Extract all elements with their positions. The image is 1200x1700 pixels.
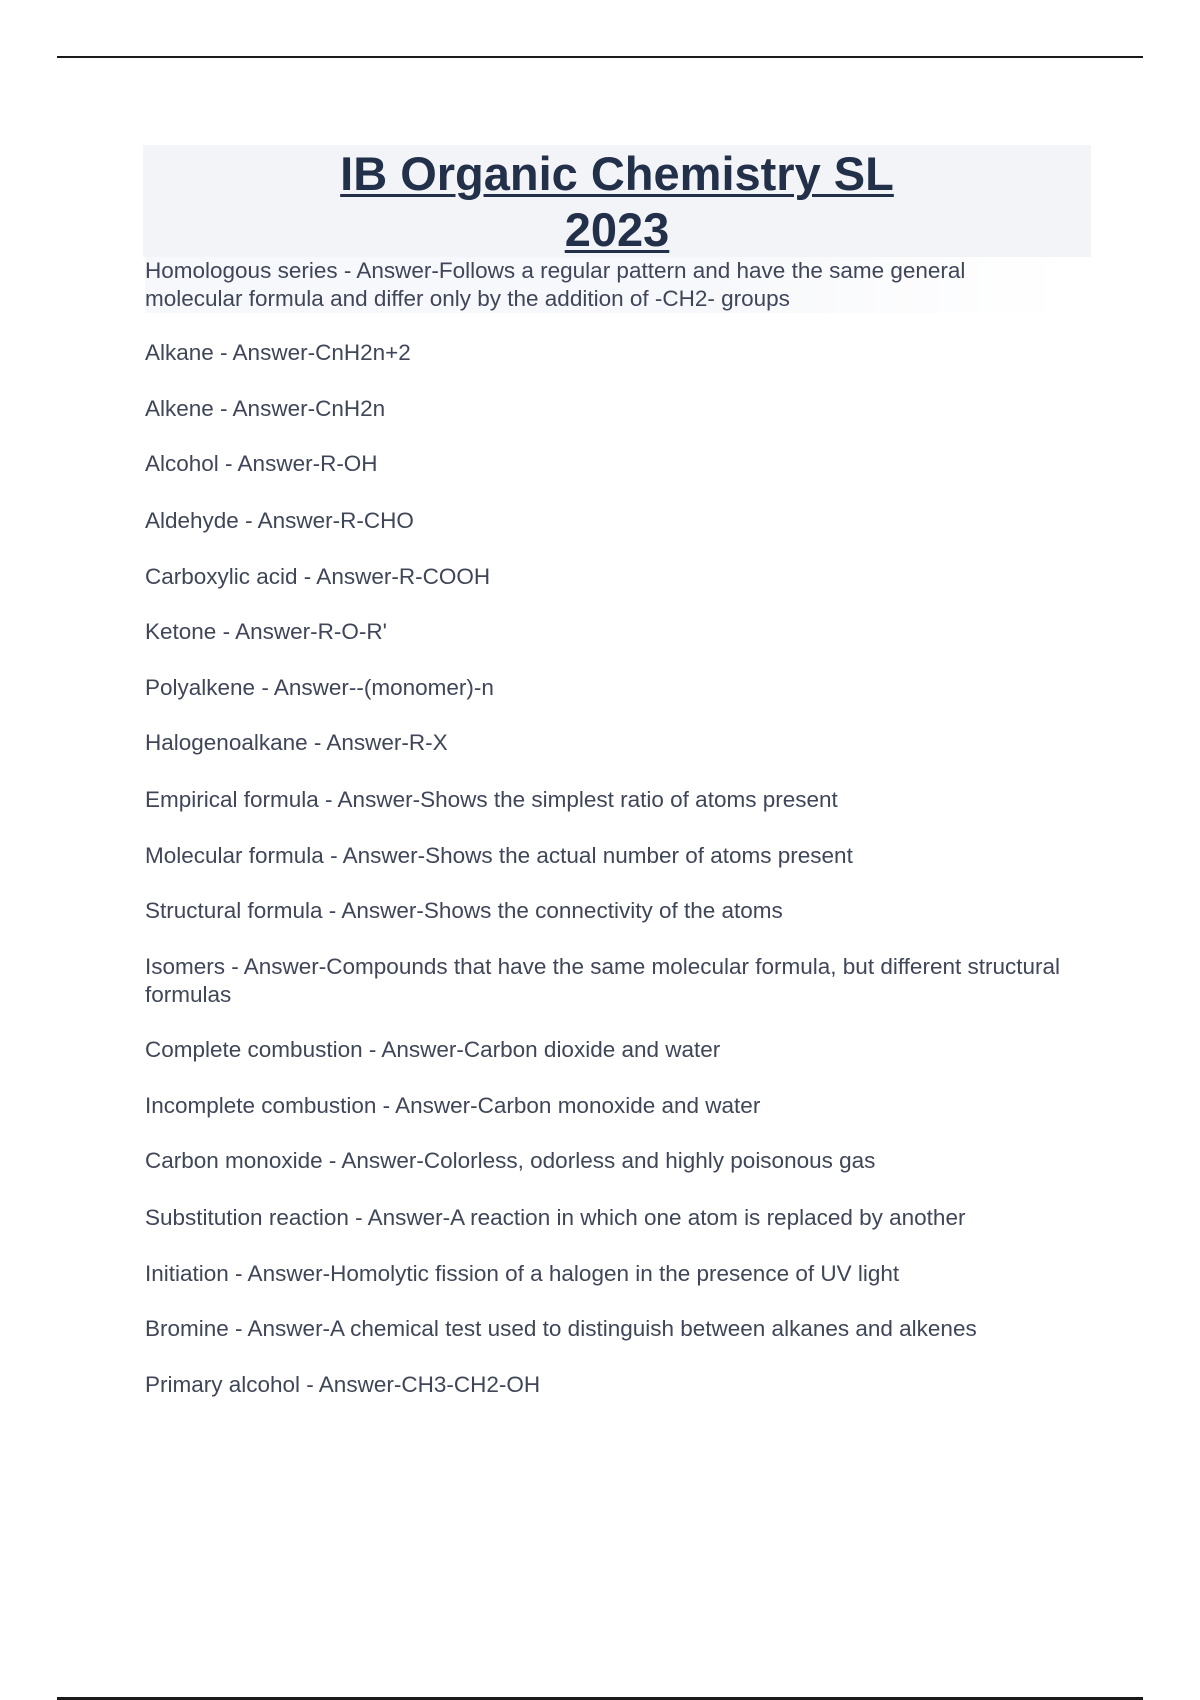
list-item: Incomplete combustion - Answer-Carbon monoxide and water [145,1093,761,1118]
list-item: Isomers - Answer-Compounds that have the same molecular formula, but different structural formulas [145,954,1060,1007]
list-item: Halogenoalkane - Answer-R-X [145,730,448,755]
list-item: Substitution reaction - Answer-A reaction in which one atom is replaced by another [145,1205,966,1230]
list-item: Aldehyde - Answer-R-CHO [145,508,414,533]
list-item: Carbon monoxide - Answer-Colorless, odorless and highly poisonous gas [145,1148,876,1173]
list-item: Alkane - Answer-CnH2n+2 [145,340,411,365]
list-item: Structural formula - Answer-Shows the connectivity of the atoms [145,898,783,923]
list-item: Alcohol - Answer-R-OH [145,451,378,476]
list-item: Molecular formula - Answer-Shows the actual number of atoms present [145,843,853,868]
list-item: Ketone - Answer-R-O-R' [145,619,387,644]
top-rule [57,56,1143,58]
list-item: Initiation - Answer-Homolytic fission of a halogen in the presence of UV light [145,1261,900,1286]
list-item: Bromine - Answer-A chemical test used to distinguish between alkanes and alkenes [145,1316,977,1341]
list-item: Polyalkene - Answer--(monomer)-n [145,675,494,700]
page-title [143,146,1091,258]
list-item: Homologous series - Answer-Follows a regular pattern and have the same general molecular formula and differ only by the addition of -CH2- groups [145,257,1065,313]
list-item: Empirical formula - Answer-Shows the simplest ratio of atoms present [145,787,838,812]
list-item: Primary alcohol - Answer-CH3-CH2-OH [145,1372,541,1397]
title-line-2: 2023 [564,203,670,256]
list-item: Alkene - Answer-CnH2n [145,396,386,421]
title-line-1: IB Organic Chemistry SL [340,147,894,200]
list-item: Carboxylic acid - Answer-R-COOH [145,564,491,589]
list-item: Complete combustion - Answer-Carbon dioxide and water [145,1037,721,1062]
